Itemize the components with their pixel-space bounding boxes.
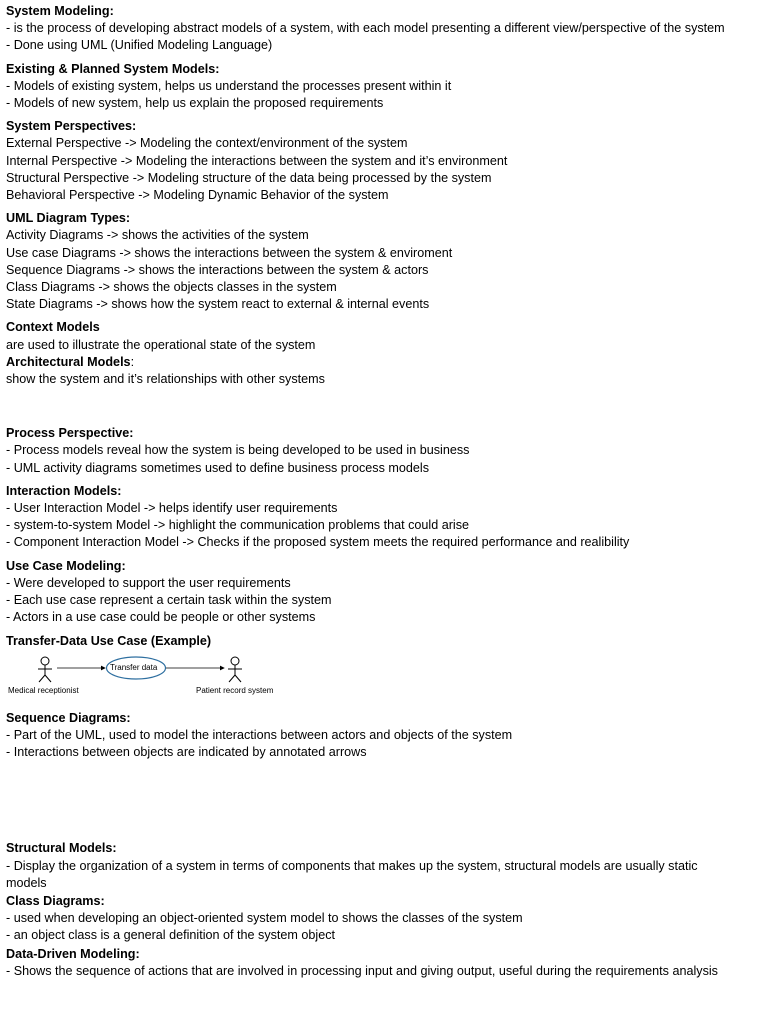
text-line: - UML activity diagrams sometimes used to define business process models: [6, 460, 429, 475]
text-line: - is the process of developing abstract models of a system, with each model presenting a different view/perspective of the system: [6, 21, 725, 36]
text-line: - Each use case represent a certain task within the system: [6, 593, 332, 608]
actor-right-label: Patient record system: [196, 685, 274, 695]
use-case-diagram: [6, 652, 306, 704]
text-line: Use case Diagrams -> shows the interactions between the system & enviroment: [6, 245, 453, 260]
text-line: are used to illustrate the operational state of the system: [6, 337, 316, 352]
heading-context-models: Context Models: [6, 320, 100, 335]
text-line: - Interactions between objects are indicated by annotated arrows: [6, 745, 367, 760]
text-line: - Were developed to support the user requirements: [6, 575, 291, 590]
heading-structural-models: Structural Models:: [6, 841, 117, 856]
heading-interaction-models: Interaction Models:: [6, 483, 122, 498]
text-line: Structural Perspective -> Modeling structure of the data being processed by the system: [6, 170, 492, 185]
section-system-modeling: [6, 3, 764, 55]
text-paragraph: - Display the organization of a system in terms of components that makes up the system, structural models are usually static models: [6, 858, 698, 890]
text-line: State Diagrams -> shows how the system react to external & internal events: [6, 297, 430, 312]
section-use-case-modeling: [6, 558, 764, 627]
heading-use-case-modeling: Use Case Modeling:: [6, 558, 126, 573]
section-existing-planned-models: [6, 61, 764, 113]
text-line: - system-to-system Model -> highlight the communication problems that could arise: [6, 518, 470, 533]
heading-sequence-diagrams: Sequence Diagrams:: [6, 710, 131, 725]
section-interaction-models: [6, 483, 764, 552]
section-data-driven-modeling: [6, 946, 764, 980]
text-line: External Perspective -> Modeling the context/environment of the system: [6, 136, 408, 151]
use-case-diagram-graphic: [6, 652, 306, 704]
section-system-perspectives: [6, 118, 764, 204]
text-line: Sequence Diagrams -> shows the interactions between the system & actors: [6, 262, 429, 277]
section-architectural-models: [6, 354, 764, 388]
text-line: Behavioral Perspective -> Modeling Dynamic Behavior of the system: [6, 188, 389, 203]
text-line: - used when developing an object-oriented system model to shows the classes of the system: [6, 911, 523, 926]
heading-process-perspective: Process Perspective:: [6, 426, 134, 441]
text-line: - Models of new system, help us explain the proposed requirements: [6, 96, 384, 111]
notes-page: [6, 3, 764, 980]
actor-left-label: Medical receptionist: [8, 685, 79, 695]
text-line: - Process models reveal how the system is being developed to be used in business: [6, 443, 470, 458]
heading-architectural-models-text: Architectural Models: [6, 354, 131, 369]
heading-transfer-data-example: Transfer-Data Use Case (Example): [6, 633, 212, 648]
use-case-label: Transfer data: [110, 662, 158, 672]
section-uml-diagram-types: [6, 210, 764, 313]
heading-uml-diagram-types: UML Diagram Types:: [6, 211, 131, 226]
actor-left-icon: [38, 657, 52, 682]
section-class-diagrams: [6, 893, 764, 945]
text-line: - Done using UML (Unified Modeling Language): [6, 38, 273, 53]
text-line: Activity Diagrams -> shows the activities of the system: [6, 228, 309, 243]
text-line: show the system and it’s relationships with other systems: [6, 372, 325, 387]
heading-system-modeling: System Modeling:: [6, 4, 114, 18]
section-structural-models: [6, 840, 764, 892]
section-context-models: [6, 319, 764, 353]
heading-data-driven-modeling: Data-Driven Modeling:: [6, 946, 140, 961]
heading-colon: :: [130, 354, 135, 369]
text-line: - Shows the sequence of actions that are involved in processing input and giving output, useful during the requirements analysis: [6, 963, 718, 978]
text-line: - Models of existing system, helps us understand the processes present within it: [6, 78, 452, 93]
text-line: - Part of the UML, used to model the interactions between actors and objects of the system: [6, 727, 513, 742]
heading-existing-planned-models: Existing & Planned System Models:: [6, 61, 220, 76]
text-line: - Component Interaction Model -> Checks if the proposed system meets the required performance and realibility: [6, 535, 630, 550]
section-transfer-data-example: [6, 633, 764, 704]
text-line: - an object class is a general definition of the system object: [6, 928, 336, 943]
text-line: Class Diagrams -> shows the objects classes in the system: [6, 280, 337, 295]
text-line: - User Interaction Model -> helps identify user requirements: [6, 501, 338, 516]
text-line: - Actors in a use case could be people or other systems: [6, 610, 316, 625]
text-line: Internal Perspective -> Modeling the interactions between the system and it’s environment: [6, 153, 508, 168]
actor-right-icon: [228, 657, 242, 682]
heading-system-perspectives: System Perspectives:: [6, 119, 137, 134]
section-process-perspective: [6, 425, 764, 477]
heading-class-diagrams: Class Diagrams:: [6, 893, 105, 908]
heading-architectural-models: [6, 354, 764, 371]
section-sequence-diagrams: [6, 710, 764, 762]
